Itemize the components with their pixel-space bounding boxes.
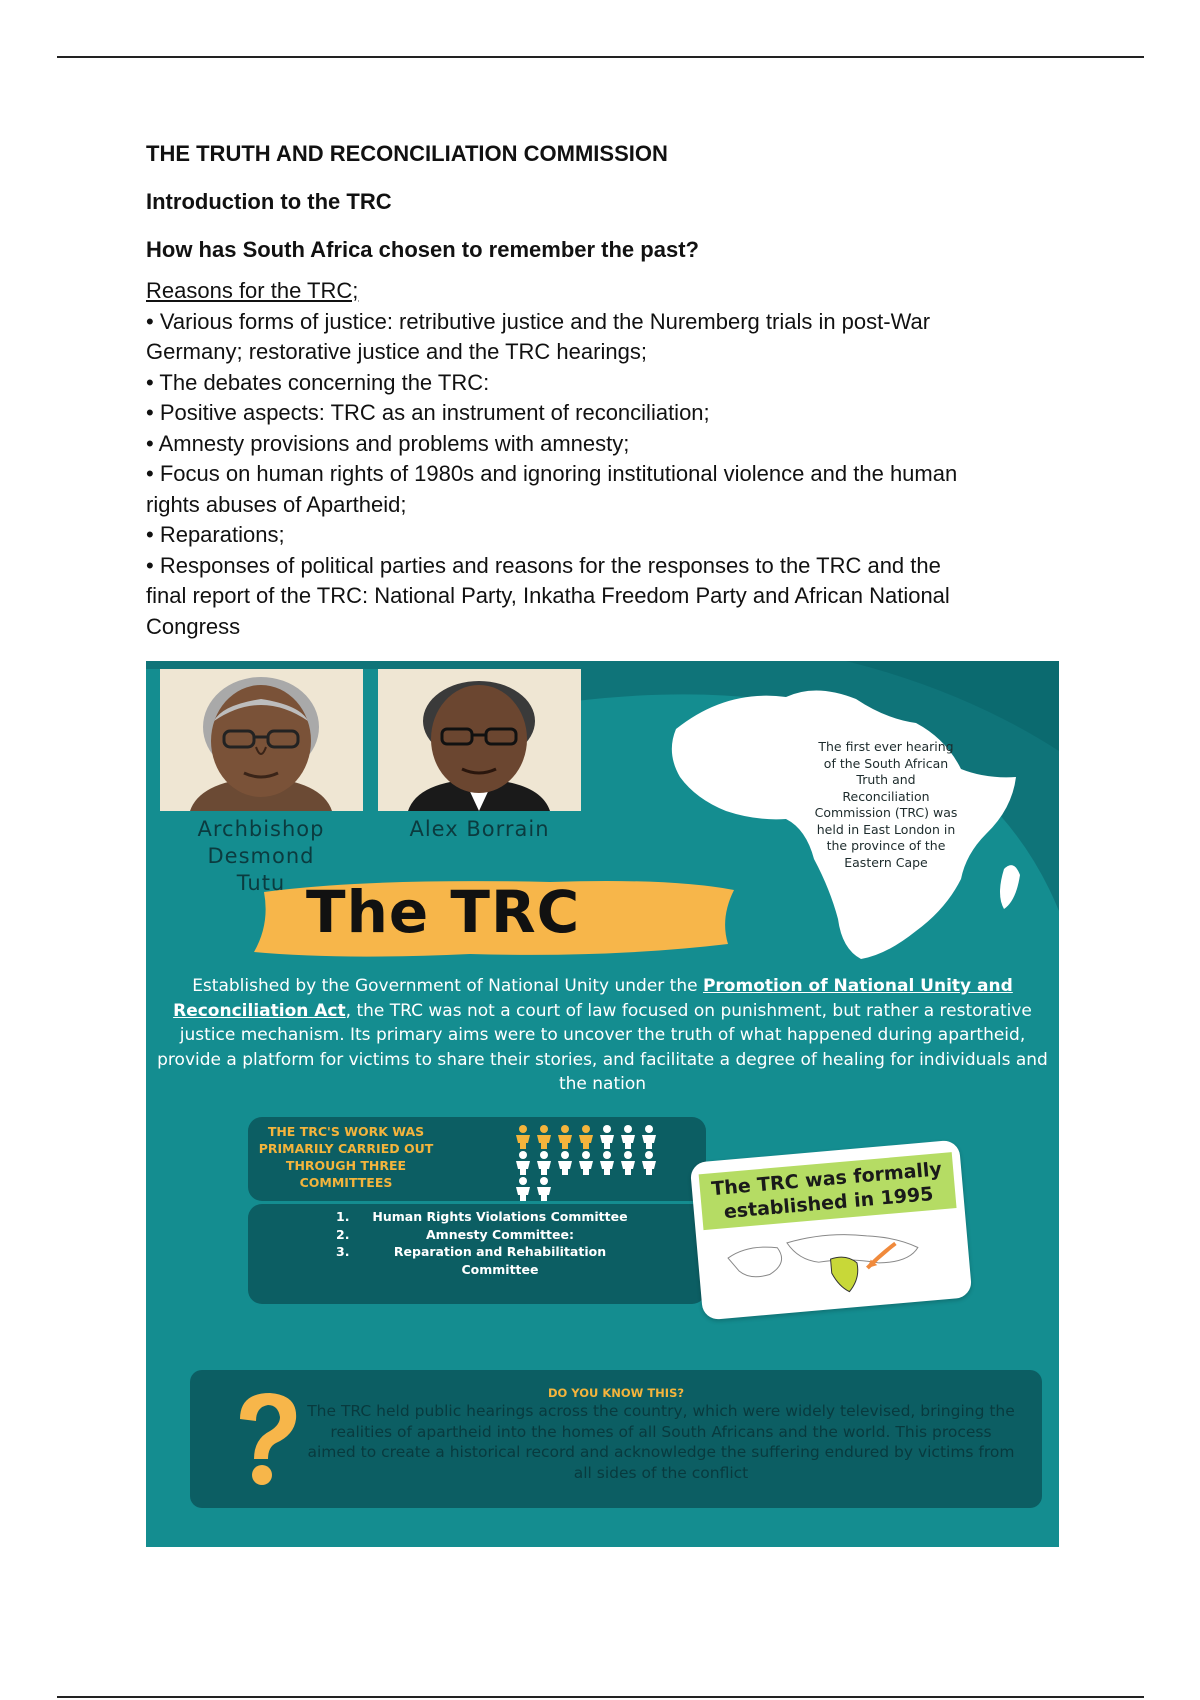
committee-number: 2. — [336, 1226, 350, 1242]
map-caption-line: of the South African — [823, 755, 949, 771]
reasons-block — [146, 276, 1066, 642]
text-line: Congress — [146, 613, 241, 639]
committee-number: 3. — [336, 1244, 350, 1259]
act-name: Promotion of National Unity and Reconciliation Act — [173, 976, 1013, 1021]
person-icon — [516, 1125, 530, 1149]
portrait-desmond-tutu — [160, 669, 363, 811]
top-rule — [57, 56, 1144, 58]
document-body — [146, 140, 1066, 642]
text-line: rights abuses of Apartheid; — [146, 491, 407, 517]
text-line: • Responses of political parties and reasons for the responses to the TRC and the — [146, 552, 941, 578]
text-line: • Amnesty provisions and problems with amnesty; — [146, 430, 630, 456]
text-line: final report of the TRC: National Party, Inkatha Freedom Party and African National — [146, 583, 950, 608]
person-icon — [537, 1151, 551, 1175]
did-you-know-heading: DO YOU KNOW THIS? — [547, 1386, 685, 1400]
people-icons — [508, 1121, 668, 1201]
person-icon — [537, 1125, 551, 1149]
person-icon — [558, 1151, 572, 1175]
text-line: • The debates concerning the TRC: — [146, 369, 490, 395]
question-mark-icon — [226, 1389, 306, 1489]
text-line: • Reparations; — [146, 522, 285, 547]
committee-heading: THE TRC'S WORK WAS PRIMARILY CARRIED OUT THROUGH THREE COMMITTEES — [258, 1124, 434, 1190]
infographic-title: The TRC — [306, 878, 581, 946]
map-caption-line: Commission (TRC) was — [814, 805, 958, 820]
reasons-title: Reasons for the TRC; — [146, 278, 359, 303]
person-icon — [621, 1151, 635, 1175]
text-line: • Focus on human rights of 1980s and ignoring institutional violence and the human — [146, 461, 958, 486]
committee-item — [336, 1226, 636, 1244]
trc-infographic — [146, 661, 1059, 1547]
card-label: The TRC was formally established in 1995 — [699, 1152, 957, 1230]
committee-list — [336, 1208, 636, 1278]
person1-name-line: Archbishop — [197, 817, 325, 841]
person-icon — [579, 1125, 593, 1149]
person-icon — [600, 1151, 614, 1175]
person-icon — [621, 1125, 635, 1149]
bottom-rule — [57, 1696, 1144, 1698]
person-icon — [642, 1125, 656, 1149]
document-heading: THE TRUTH AND RECONCILIATION COMMISSION — [146, 141, 668, 166]
person2-name: Alex Borrain — [409, 817, 550, 841]
portrait-alex-borrain — [378, 669, 581, 811]
text-line: • Various forms of justice: retributive justice and the Nuremberg trials in post-War — [146, 308, 931, 334]
text-line: Germany; restorative justice and the TRC hearings; — [146, 339, 647, 364]
committee-name: Amnesty Committee: — [426, 1226, 574, 1242]
map-caption-line: held in East London in — [816, 821, 956, 837]
person-icon — [516, 1151, 530, 1175]
map-caption-line: Reconciliation — [842, 788, 930, 804]
person1-name-line: Tutu — [236, 871, 286, 895]
document-subheading: Introduction to the TRC — [146, 189, 392, 214]
world-map-icon — [716, 1219, 951, 1309]
committee-number: 1. — [336, 1209, 350, 1224]
text-line: • Positive aspects: TRC as an instrument of reconciliation; — [146, 400, 710, 425]
did-you-know-text: The TRC held public hearings across the country, which were widely televised, bringing the realities of apartheid into the homes of all South Africans and the world. This process aimed to create a historical record and acknowledge the suffering endured by victims from all sides of the conflict — [307, 1402, 1015, 1482]
established-text: Established by the Government of National Unity under the — [192, 976, 703, 996]
committee-item — [336, 1208, 636, 1226]
person1-name-line: Desmond — [207, 844, 315, 868]
established-1995-card — [690, 1140, 973, 1321]
document-question: How has South Africa chosen to remember the past? — [146, 237, 699, 262]
man-portrait-illustration — [160, 669, 363, 811]
person-icon — [558, 1125, 572, 1149]
person-icon — [600, 1125, 614, 1149]
person-icon — [516, 1177, 530, 1201]
map-caption-line: Eastern Cape — [844, 854, 928, 870]
established-paragraph — [152, 974, 1053, 1097]
person-icon — [537, 1177, 551, 1201]
person-icon — [579, 1151, 593, 1175]
man-portrait-illustration — [378, 669, 581, 811]
person-icon — [642, 1151, 656, 1175]
committee-item — [336, 1243, 636, 1278]
map-caption-line: Truth and — [856, 772, 916, 787]
committee-name: Reparation and Rehabilitation Committee — [393, 1244, 607, 1277]
map-caption-line: The first ever hearing — [818, 739, 954, 754]
committee-name: Human Rights Violations Committee — [372, 1209, 628, 1224]
map-caption-line: the province of the — [826, 838, 946, 853]
map-caption — [786, 739, 986, 871]
established-text: , the TRC was not a court of law focused on punishment, but rather a restorative justice mechanism. Its primary aims were to uncover the truth of what happened during apartheid, provide a platform for victims to share their stories, and facilitate a degree of healing for individuals and the nation — [157, 1000, 1048, 1094]
